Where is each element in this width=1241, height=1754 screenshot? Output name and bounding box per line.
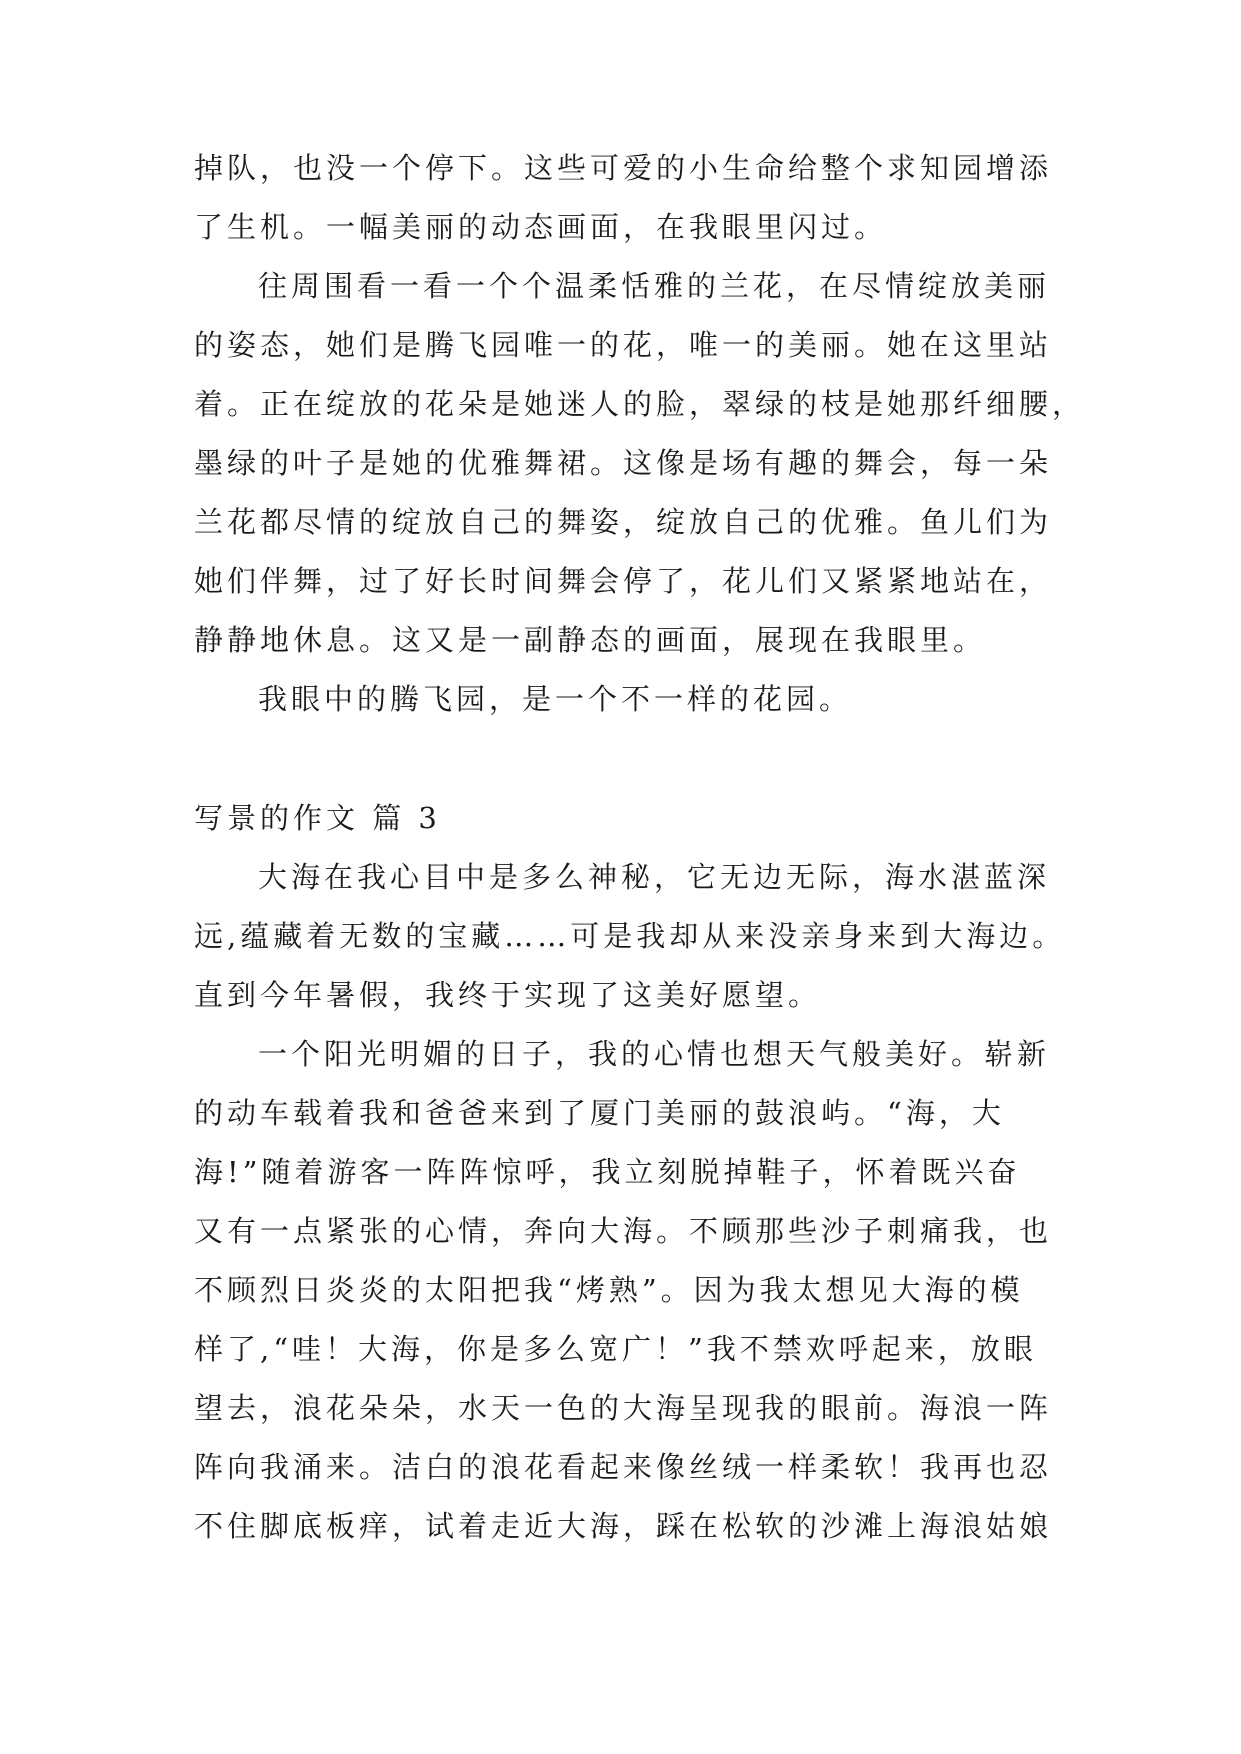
paragraph-line: 不顾烈日炎炎的太阳把我“烤熟”。因为我太想见大海的模 (194, 1273, 1024, 1307)
paragraph-line: 往周围看一看一个个温柔恬雅的兰花，在尽情绽放美丽 (258, 269, 1051, 303)
paragraph-line: 直到今年暑假，我终于实现了这美好愿望。 (194, 978, 822, 1012)
paragraph-line: 了生机。一幅美丽的动态画面，在我眼里闪过。 (194, 210, 888, 244)
paragraph-line: 一个阳光明媚的日子，我的心情也想天气般美好。崭新 (258, 1037, 1051, 1071)
section-title: 写景的作文 篇 3 (194, 801, 441, 835)
paragraph-line: 兰花都尽情的绽放自己的舞姿，绽放自己的优雅。鱼儿们为 (194, 505, 1053, 539)
paragraph-line: 掉队，也没一个停下。这些可爱的小生命给整个求知园增添 (194, 151, 1053, 185)
paragraph-line: 海!”随着游客一阵阵惊呼，我立刻脱掉鞋子，怀着既兴奋 (194, 1155, 1021, 1189)
paragraph-line: 大海在我心目中是多么神秘，它无边无际，海水湛蓝深 (258, 860, 1051, 894)
paragraph-line: 她们伴舞，过了好长时间舞会停了，花儿们又紧紧地站在， (194, 564, 1053, 598)
paragraph-line: 静静地休息。这又是一副静态的画面，展现在我眼里。 (194, 623, 987, 657)
paragraph-line: 样了,“哇！大海，你是多么宽广！”我不禁欢呼起来，放眼 (194, 1332, 1037, 1366)
paragraph-line: 不住脚底板痒，试着走近大海，踩在松软的沙滩上海浪姑娘 (194, 1509, 1053, 1543)
paragraph-line: 着。正在绽放的花朵是她迷人的脸，翠绿的枝是她那纤细腰， (194, 387, 1086, 421)
paragraph-line: 阵向我涌来。洁白的浪花看起来像丝绒一样柔软！我再也忍 (194, 1450, 1053, 1484)
paragraph-line: 墨绿的叶子是她的优雅舞裙。这像是场有趣的舞会，每一朵 (194, 446, 1053, 480)
paragraph-line: 远,蕴藏着无数的宝藏……可是我却从来没亲身来到大海边。 (194, 919, 1066, 953)
paragraph-line: 望去，浪花朵朵，水天一色的大海呈现我的眼前。海浪一阵 (194, 1391, 1053, 1425)
paragraph-line: 的动车载着我和爸爸来到了厦门美丽的鼓浪屿。“海，大 (194, 1096, 1005, 1130)
paragraph-line: 我眼中的腾飞园，是一个不一样的花园。 (258, 682, 853, 716)
paragraph-line: 又有一点紧张的心情，奔向大海。不顾那些沙子刺痛我，也 (194, 1214, 1053, 1248)
paragraph-line: 的姿态，她们是腾飞园唯一的花，唯一的美丽。她在这里站 (194, 328, 1053, 362)
